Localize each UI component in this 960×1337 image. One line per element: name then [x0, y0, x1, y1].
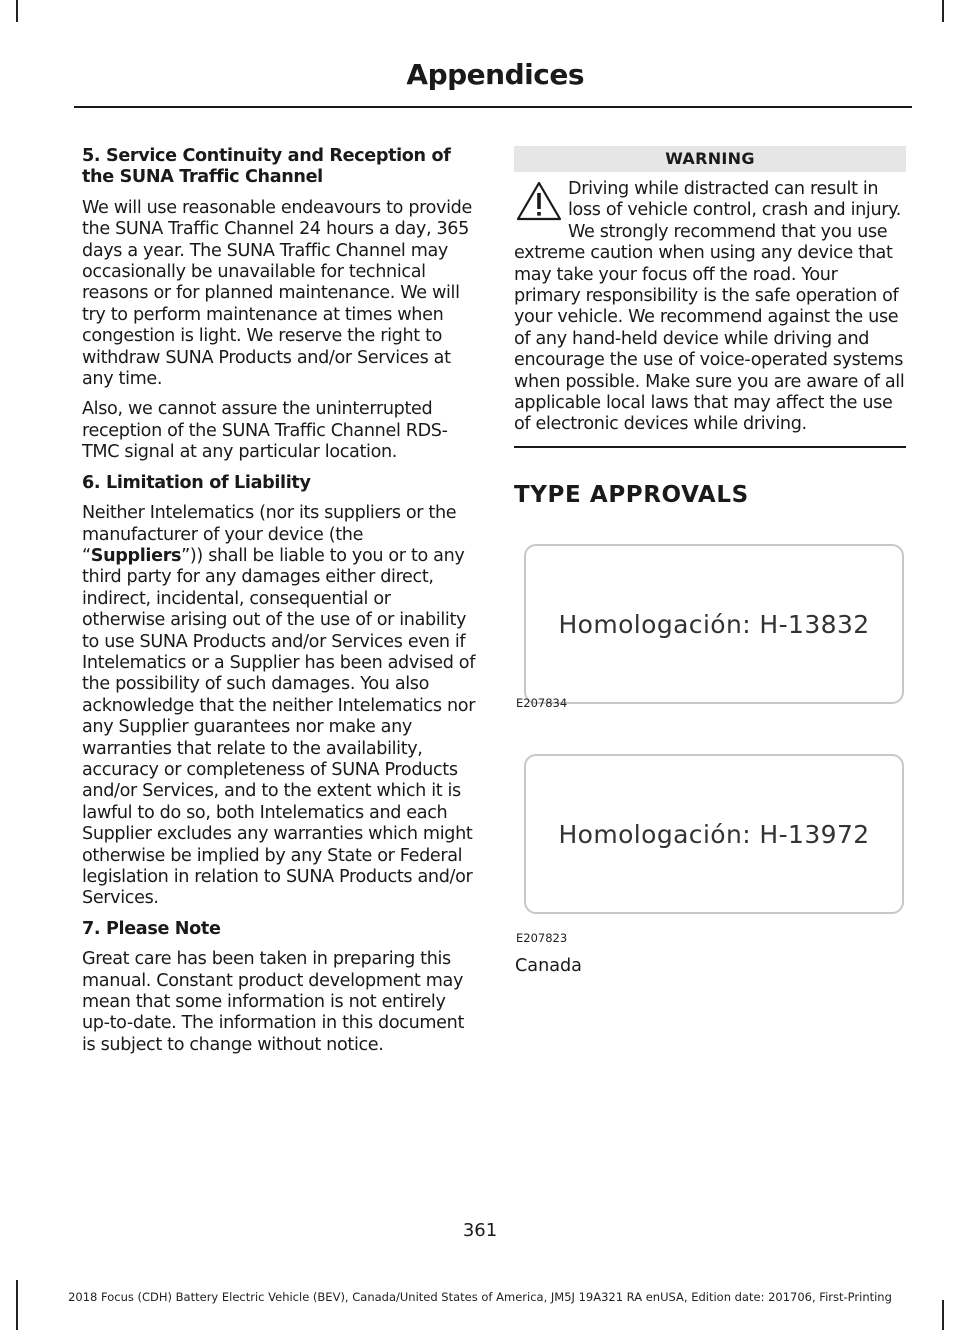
section-5-heading: 5. Service Continuity and Reception of the SUNA Traffic Channel	[82, 146, 451, 188]
section-6-paragraph-1	[82, 503, 478, 910]
figure-code-1: E207834	[516, 696, 568, 710]
header-rule	[74, 106, 912, 108]
warning-text: Driving while distracted can result in loss of vehicle control, crash and injury. We strongly recommend that you use extreme caution when using any device that may take your focus off the road. Your primary responsibility is the safe operation of your vehicle. We recommend against the use of any hand-held device while driving and encourage the use of voice-operated systems when possible. Make sure you are aware of all applicable local laws that may affect the use of electronic devices while driving.	[514, 179, 905, 435]
approval-figure-1-text: Homologación: H-13832	[558, 609, 870, 639]
left-column	[82, 146, 478, 1065]
section-5-paragraph-2: Also, we cannot assure the uninterrupted reception of the SUNA Traffic Channel RDS-TMC signal at any particular location.	[82, 399, 448, 463]
edition-footer: 2018 Focus (CDH) Battery Electric Vehicle (BEV), Canada/United States of America, JM5J 19A321 RA enUSA, Edition date: 201706, First-Printing	[68, 1290, 892, 1304]
approval-figure-2	[524, 754, 904, 914]
section-7-heading: 7. Please Note	[82, 918, 221, 939]
warning-label: WARNING	[514, 146, 906, 172]
right-column	[514, 146, 906, 508]
warning-triangle-icon	[514, 179, 564, 223]
crop-mark-bottom-right	[942, 1300, 944, 1330]
section-7-paragraph-1: Great care has been taken in preparing this manual. Constant product development may mean that some information is not entirely up-to-date. The information in this document is subject to change without notice.	[82, 949, 465, 1055]
approval-figure-1	[524, 544, 904, 704]
section-6-heading: 6. Limitation of Liability	[82, 472, 311, 493]
section-6-text-b: ”)) shall be liable to you or to any third party for any damages either direct, indirect, incidental, consequential or otherwise arising out of the use of or inability to use SUNA Products and/or Services even if Intelematics or a Supplier has been advised of the possibility of such damages. You also acknowledge that the neither Intelematics nor any Supplier guarantees nor make any warranties that relate to the availability, accuracy or completeness of SUNA Products and/or Services, and to the extent which it is lawful to do so, both Intelematics and each Supplier excludes any warranties which might otherwise be implied by any State or Federal legislation in relation to SUNA Products and/or Services.	[82, 545, 476, 909]
page-number: 361	[462, 1220, 498, 1241]
crop-mark-top-right	[942, 0, 944, 22]
page-header-title: Appendices	[406, 58, 584, 91]
warning-bottom-rule	[514, 446, 906, 448]
section-5-paragraph-1: We will use reasonable endeavours to provide the SUNA Traffic Channel 24 hours a day, 365 days a year. The SUNA Traffic Channel may occasionally be unavailable for technical reasons or for planned maintenance. We will try to perform maintenance at times when congestion is light. We reserve the right to withdraw SUNA Products and/or Services at any time.	[82, 197, 472, 390]
section-6-text-a: Neither Intelematics (nor its suppliers or the manufacturer of your device (the “	[82, 503, 457, 566]
crop-mark-top-left	[16, 0, 18, 22]
suppliers-term: Suppliers	[90, 545, 182, 566]
figure-code-2: E207823	[516, 931, 568, 945]
crop-mark-bottom-left	[16, 1280, 18, 1330]
approval-figure-2-text: Homologación: H-13972	[558, 819, 870, 849]
type-approvals-title: TYPE APPROVALS	[514, 481, 749, 508]
canada-label: Canada	[515, 956, 582, 976]
warning-box	[514, 179, 906, 436]
